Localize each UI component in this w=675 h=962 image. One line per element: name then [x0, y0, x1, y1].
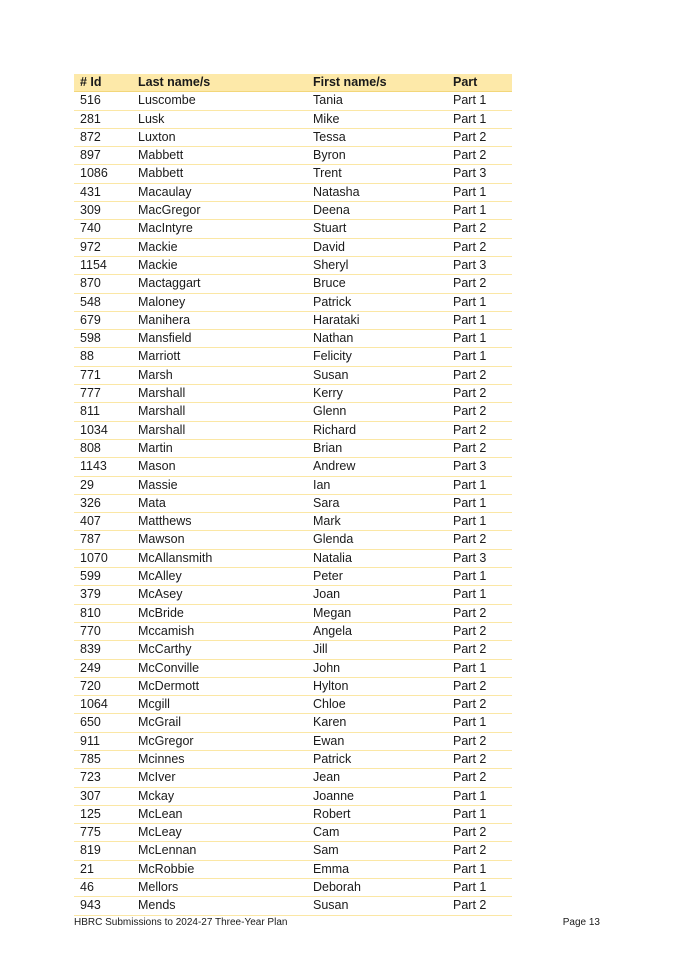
cell-id: 281 — [74, 110, 132, 128]
cell-first-name: Mark — [307, 513, 447, 531]
submissions-table — [74, 74, 512, 916]
cell-part: Part 1 — [447, 513, 512, 531]
cell-id: 897 — [74, 147, 132, 165]
cell-part: Part 2 — [447, 366, 512, 384]
cell-part: Part 2 — [447, 439, 512, 457]
cell-part: Part 2 — [447, 750, 512, 768]
cell-first-name: Nathan — [307, 330, 447, 348]
cell-id: 88 — [74, 348, 132, 366]
cell-id: 787 — [74, 531, 132, 549]
cell-first-name: Jean — [307, 769, 447, 787]
cell-id: 379 — [74, 586, 132, 604]
header-first-name: First name/s — [307, 74, 447, 92]
cell-first-name: Deborah — [307, 879, 447, 897]
cell-part: Part 2 — [447, 275, 512, 293]
cell-last-name: Mabbett — [132, 165, 307, 183]
cell-id: 870 — [74, 275, 132, 293]
cell-last-name: Macaulay — [132, 183, 307, 201]
cell-first-name: Robert — [307, 805, 447, 823]
cell-id: 1070 — [74, 549, 132, 567]
cell-id: 548 — [74, 293, 132, 311]
table-row — [74, 750, 512, 768]
cell-part: Part 2 — [447, 696, 512, 714]
cell-id: 740 — [74, 220, 132, 238]
table-row — [74, 165, 512, 183]
cell-last-name: MacGregor — [132, 202, 307, 220]
table-row — [74, 860, 512, 878]
table-row — [74, 128, 512, 146]
cell-part: Part 2 — [447, 622, 512, 640]
cell-id: 1143 — [74, 458, 132, 476]
table-row — [74, 531, 512, 549]
cell-id: 720 — [74, 677, 132, 695]
table-row — [74, 641, 512, 659]
table-row — [74, 824, 512, 842]
table-row — [74, 549, 512, 567]
cell-id: 1064 — [74, 696, 132, 714]
table-row — [74, 769, 512, 787]
cell-first-name: Peter — [307, 568, 447, 586]
cell-first-name: Hylton — [307, 677, 447, 695]
cell-id: 21 — [74, 860, 132, 878]
cell-first-name: Tessa — [307, 128, 447, 146]
table-row — [74, 732, 512, 750]
cell-last-name: Mcgill — [132, 696, 307, 714]
cell-id: 839 — [74, 641, 132, 659]
cell-part: Part 1 — [447, 714, 512, 732]
cell-first-name: Sam — [307, 842, 447, 860]
table-row — [74, 330, 512, 348]
cell-first-name: Natalia — [307, 549, 447, 567]
cell-first-name: Karen — [307, 714, 447, 732]
cell-first-name: Trent — [307, 165, 447, 183]
cell-id: 650 — [74, 714, 132, 732]
footer-title: HBRC Submissions to 2024-27 Three-Year Plan — [74, 917, 288, 928]
table-row — [74, 439, 512, 457]
cell-last-name: McLean — [132, 805, 307, 823]
cell-part: Part 1 — [447, 293, 512, 311]
table-row — [74, 92, 512, 110]
cell-part: Part 2 — [447, 403, 512, 421]
cell-first-name: Sara — [307, 494, 447, 512]
cell-last-name: Marshall — [132, 421, 307, 439]
cell-last-name: Mellors — [132, 879, 307, 897]
cell-part: Part 1 — [447, 860, 512, 878]
cell-id: 723 — [74, 769, 132, 787]
table-row — [74, 421, 512, 439]
table-row — [74, 494, 512, 512]
cell-last-name: Mason — [132, 458, 307, 476]
cell-last-name: McLeay — [132, 824, 307, 842]
cell-first-name: Brian — [307, 439, 447, 457]
cell-last-name: Marshall — [132, 403, 307, 421]
cell-id: 1034 — [74, 421, 132, 439]
cell-part: Part 1 — [447, 787, 512, 805]
cell-part: Part 1 — [447, 805, 512, 823]
cell-part: Part 2 — [447, 897, 512, 915]
cell-first-name: Emma — [307, 860, 447, 878]
header-id: # Id — [74, 74, 132, 92]
table-row — [74, 202, 512, 220]
table-row — [74, 220, 512, 238]
cell-part: Part 2 — [447, 220, 512, 238]
cell-last-name: MacIntyre — [132, 220, 307, 238]
cell-id: 911 — [74, 732, 132, 750]
cell-first-name: Deena — [307, 202, 447, 220]
cell-id: 810 — [74, 604, 132, 622]
cell-last-name: Mccamish — [132, 622, 307, 640]
cell-last-name: Mckay — [132, 787, 307, 805]
cell-part: Part 1 — [447, 586, 512, 604]
cell-part: Part 1 — [447, 568, 512, 586]
cell-part: Part 2 — [447, 147, 512, 165]
cell-part: Part 2 — [447, 531, 512, 549]
cell-id: 307 — [74, 787, 132, 805]
table-row — [74, 604, 512, 622]
table-row — [74, 805, 512, 823]
table-row — [74, 714, 512, 732]
cell-part: Part 1 — [447, 659, 512, 677]
cell-id: 516 — [74, 92, 132, 110]
table-row — [74, 476, 512, 494]
cell-first-name: Cam — [307, 824, 447, 842]
cell-last-name: McGrail — [132, 714, 307, 732]
cell-last-name: Manihera — [132, 311, 307, 329]
cell-part: Part 3 — [447, 458, 512, 476]
cell-part: Part 2 — [447, 238, 512, 256]
cell-first-name: Angela — [307, 622, 447, 640]
cell-last-name: Mansfield — [132, 330, 307, 348]
cell-first-name: Ewan — [307, 732, 447, 750]
cell-first-name: Glenda — [307, 531, 447, 549]
cell-first-name: Patrick — [307, 293, 447, 311]
cell-id: 679 — [74, 311, 132, 329]
cell-part: Part 2 — [447, 677, 512, 695]
cell-first-name: Patrick — [307, 750, 447, 768]
cell-part: Part 3 — [447, 165, 512, 183]
table-row — [74, 348, 512, 366]
cell-first-name: Chloe — [307, 696, 447, 714]
cell-id: 46 — [74, 879, 132, 897]
cell-first-name: Andrew — [307, 458, 447, 476]
cell-part: Part 3 — [447, 256, 512, 274]
cell-last-name: McLennan — [132, 842, 307, 860]
cell-id: 770 — [74, 622, 132, 640]
cell-last-name: McConville — [132, 659, 307, 677]
cell-last-name: McGregor — [132, 732, 307, 750]
cell-id: 249 — [74, 659, 132, 677]
cell-id: 598 — [74, 330, 132, 348]
cell-last-name: Lusk — [132, 110, 307, 128]
cell-part: Part 2 — [447, 769, 512, 787]
cell-part: Part 1 — [447, 183, 512, 201]
table-row — [74, 238, 512, 256]
cell-first-name: Stuart — [307, 220, 447, 238]
header-last-name: Last name/s — [132, 74, 307, 92]
cell-id: 972 — [74, 238, 132, 256]
cell-part: Part 2 — [447, 385, 512, 403]
cell-last-name: Marsh — [132, 366, 307, 384]
cell-last-name: McBride — [132, 604, 307, 622]
cell-last-name: McAllansmith — [132, 549, 307, 567]
cell-last-name: Matthews — [132, 513, 307, 531]
cell-first-name: Kerry — [307, 385, 447, 403]
table-row — [74, 385, 512, 403]
cell-first-name: Susan — [307, 897, 447, 915]
table-row — [74, 147, 512, 165]
table-row — [74, 842, 512, 860]
cell-last-name: McAlley — [132, 568, 307, 586]
cell-last-name: Mends — [132, 897, 307, 915]
cell-first-name: Megan — [307, 604, 447, 622]
cell-last-name: Marshall — [132, 385, 307, 403]
table-row — [74, 659, 512, 677]
cell-first-name: Harataki — [307, 311, 447, 329]
cell-first-name: Richard — [307, 421, 447, 439]
table-row — [74, 787, 512, 805]
table-row — [74, 897, 512, 915]
cell-part: Part 2 — [447, 641, 512, 659]
cell-id: 811 — [74, 403, 132, 421]
cell-first-name: Byron — [307, 147, 447, 165]
cell-last-name: McAsey — [132, 586, 307, 604]
cell-id: 872 — [74, 128, 132, 146]
cell-id: 29 — [74, 476, 132, 494]
table-row — [74, 293, 512, 311]
cell-id: 309 — [74, 202, 132, 220]
table-row — [74, 183, 512, 201]
cell-last-name: Luscombe — [132, 92, 307, 110]
cell-first-name: Tania — [307, 92, 447, 110]
cell-part: Part 2 — [447, 732, 512, 750]
cell-id: 943 — [74, 897, 132, 915]
cell-first-name: Susan — [307, 366, 447, 384]
cell-first-name: Bruce — [307, 275, 447, 293]
cell-part: Part 2 — [447, 128, 512, 146]
cell-first-name: Joanne — [307, 787, 447, 805]
cell-id: 777 — [74, 385, 132, 403]
page-number: Page 13 — [562, 917, 600, 928]
table-row — [74, 586, 512, 604]
cell-id: 785 — [74, 750, 132, 768]
table-row — [74, 256, 512, 274]
cell-last-name: Mcinnes — [132, 750, 307, 768]
cell-part: Part 2 — [447, 824, 512, 842]
table-row — [74, 110, 512, 128]
cell-part: Part 1 — [447, 330, 512, 348]
cell-part: Part 2 — [447, 421, 512, 439]
cell-part: Part 1 — [447, 110, 512, 128]
cell-part: Part 1 — [447, 348, 512, 366]
cell-id: 771 — [74, 366, 132, 384]
cell-part: Part 1 — [447, 311, 512, 329]
cell-last-name: Maloney — [132, 293, 307, 311]
cell-id: 808 — [74, 439, 132, 457]
table-row — [74, 275, 512, 293]
cell-first-name: Felicity — [307, 348, 447, 366]
cell-last-name: Luxton — [132, 128, 307, 146]
cell-part: Part 2 — [447, 604, 512, 622]
cell-first-name: Ian — [307, 476, 447, 494]
cell-first-name: Natasha — [307, 183, 447, 201]
cell-first-name: Sheryl — [307, 256, 447, 274]
table-row — [74, 622, 512, 640]
cell-first-name: Glenn — [307, 403, 447, 421]
cell-first-name: Mike — [307, 110, 447, 128]
cell-id: 775 — [74, 824, 132, 842]
cell-first-name: John — [307, 659, 447, 677]
cell-id: 1086 — [74, 165, 132, 183]
cell-part: Part 3 — [447, 549, 512, 567]
cell-id: 599 — [74, 568, 132, 586]
cell-last-name: Mackie — [132, 238, 307, 256]
cell-part: Part 1 — [447, 92, 512, 110]
table-row — [74, 513, 512, 531]
cell-first-name: Joan — [307, 586, 447, 604]
table-row — [74, 403, 512, 421]
table-row — [74, 458, 512, 476]
cell-last-name: McDermott — [132, 677, 307, 695]
table-row — [74, 311, 512, 329]
table-row — [74, 677, 512, 695]
cell-part: Part 1 — [447, 202, 512, 220]
cell-last-name: Mactaggart — [132, 275, 307, 293]
cell-last-name: Martin — [132, 439, 307, 457]
cell-last-name: McIver — [132, 769, 307, 787]
table-body — [74, 92, 512, 915]
table-header-row — [74, 74, 512, 92]
cell-last-name: Massie — [132, 476, 307, 494]
cell-last-name: McCarthy — [132, 641, 307, 659]
cell-last-name: Marriott — [132, 348, 307, 366]
cell-last-name: Mata — [132, 494, 307, 512]
cell-part: Part 1 — [447, 879, 512, 897]
table-row — [74, 879, 512, 897]
cell-last-name: Mabbett — [132, 147, 307, 165]
cell-first-name: David — [307, 238, 447, 256]
cell-first-name: Jill — [307, 641, 447, 659]
cell-last-name: McRobbie — [132, 860, 307, 878]
cell-part: Part 2 — [447, 842, 512, 860]
cell-part: Part 1 — [447, 476, 512, 494]
table-row — [74, 366, 512, 384]
cell-part: Part 1 — [447, 494, 512, 512]
header-part: Part — [447, 74, 512, 92]
cell-last-name: Mackie — [132, 256, 307, 274]
cell-id: 125 — [74, 805, 132, 823]
cell-id: 1154 — [74, 256, 132, 274]
cell-id: 407 — [74, 513, 132, 531]
cell-id: 431 — [74, 183, 132, 201]
table-row — [74, 696, 512, 714]
table-row — [74, 568, 512, 586]
cell-id: 819 — [74, 842, 132, 860]
cell-last-name: Mawson — [132, 531, 307, 549]
cell-id: 326 — [74, 494, 132, 512]
